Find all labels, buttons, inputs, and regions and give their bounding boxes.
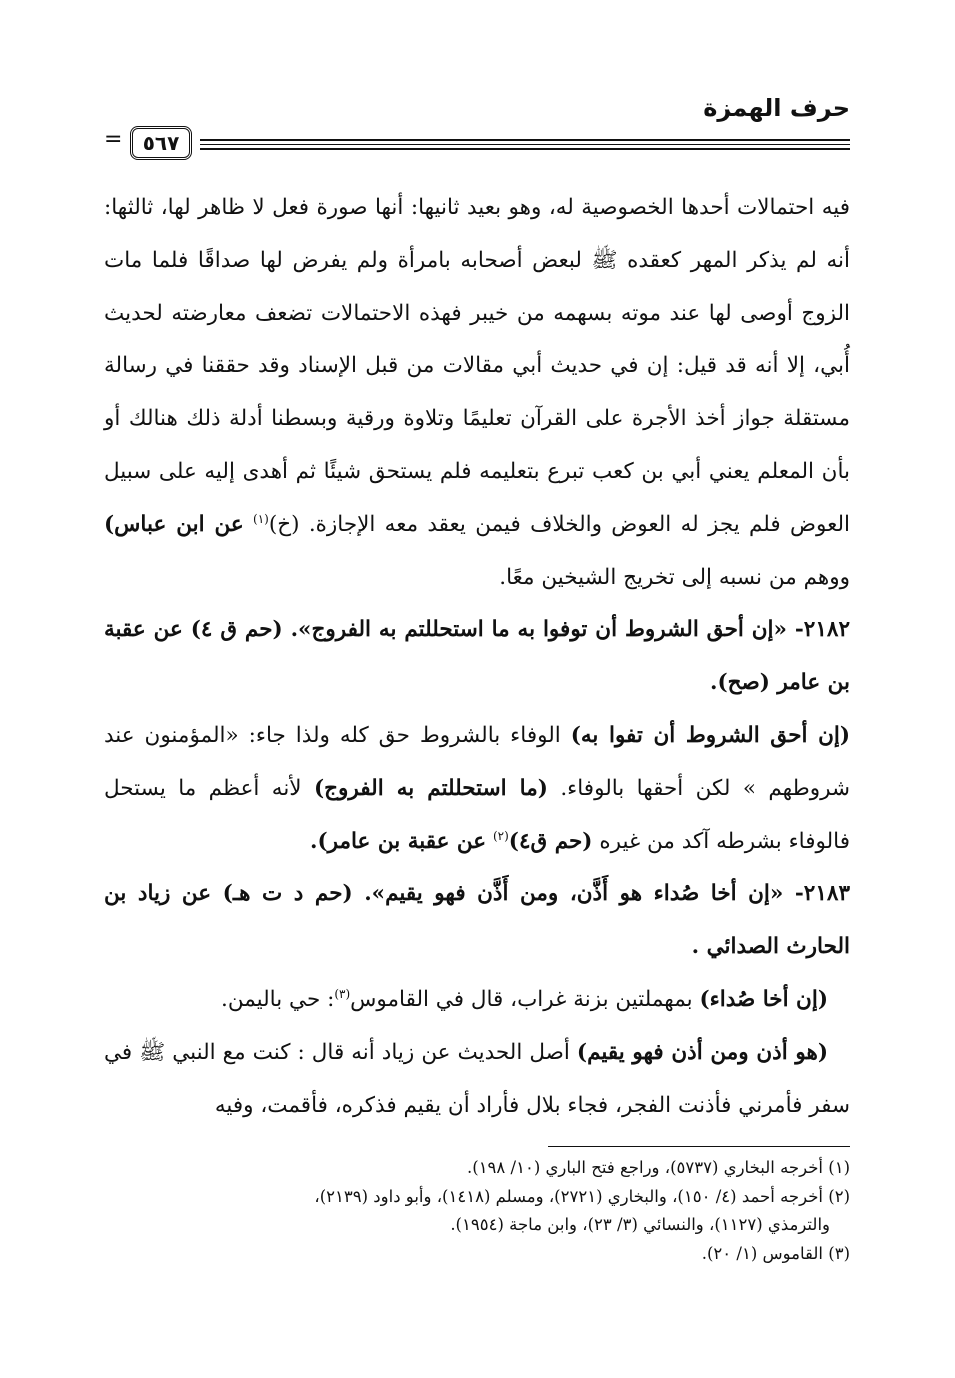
text-run: الوفاء بالشروط حق كله ولذا جاء: «المؤمنون عند شروطهم » لكن أحقها بالوفاء. <box>104 722 850 801</box>
header-line <box>200 139 850 141</box>
text-run-bold: عن ابن عباس) <box>104 511 244 537</box>
footnote-1: (١) أخرجه البخاري (٥٧٣٧)، وراجع فتح الباري (١٠/ ١٩٨). <box>467 1158 850 1177</box>
text-run: ووهم من نسبه إلى تخريج الشيخين معًا. <box>499 564 850 590</box>
text-run-bold: (إن أخا صُداء) <box>699 986 828 1012</box>
text-run: : حي باليمن. <box>221 986 335 1012</box>
text-run-bold: (إن أحق الشروط أن تفوا به) <box>570 722 850 748</box>
text-run: فيه احتمالات أحدها الخصوصية له، وهو بعيد ثانيها: أنها صورة فعل لا ظاهر لها، ثالثها: أنه لم يذكر المهر كعقده ﷺ لبعض أصحابه بامرأة ولم يفرض لها صداقًا فلما مات الزوج أوصى لها عند موته بسهمه من خيبر فهذه الاحتمالات تضعف معارضته لحديث أُبي، إلا أنه قد قيل: إن في حديث أبي مقالات من قبل الإسناد وقد حققنا في رسالة مستقلة جواز أخذ الأجرة على القرآن تعليمًا وتلاوة ورقية وبسطنا أدلة ذلك هنالك أو بأن المعلم يعني أبي بن كعب تبرع بتعليمه فلم يستحق شيئًا ثم أهدى إليه على سبيل العوض فلم يجز له العوض والخلاف فيمن يعقد معه الإجازة. (خ) <box>104 195 850 537</box>
text-run: لأنه أعظم ما يستحل فالوفاء بشرطه آكد من غيره <box>104 775 850 854</box>
main-text <box>104 182 850 1132</box>
page-number: ٥٦٧ <box>130 126 192 160</box>
footnote-separator <box>548 1146 850 1147</box>
header-rule <box>104 125 850 171</box>
text-run: بمهملتين بزنة غراب، قال في القاموس <box>350 986 693 1012</box>
commentary-paragraph <box>104 182 850 604</box>
running-title: حرف الهمزة <box>703 94 850 122</box>
header-line <box>200 144 850 145</box>
commentary-2183-b <box>104 1027 850 1133</box>
footnotes <box>104 1154 850 1268</box>
text-run: أصل الحديث عن زياد أنه قال : كنت مع النبي ﷺ في سفر فأمرني فأذنت الفجر، فجاء بلال فأراد أن يقيم فذكره، فأقمت، وفيه <box>104 1039 850 1118</box>
hadith-2183: ٢١٨٣- «إن أخا صُداء هو أَذَّن، ومن أَذَّن فهو يقيم». (حم د ت هـ) عن زياد بن الحارث الصدائي . <box>104 881 850 960</box>
footnote-ref: (٣) <box>334 986 351 1001</box>
text-run-bold: (ما استحللتم به الفروج) <box>313 775 548 801</box>
footnote-2-continued: والترمذي (١١٢٧)، والنسائي (٣/ ٢٣)، وابن ماجة (١٩٥٤). <box>450 1215 830 1234</box>
footnote-ref: (٢) <box>492 828 509 843</box>
text-run-bold: (هو أذن ومن أذن فهو يقيم) <box>576 1039 828 1065</box>
commentary-2183-a <box>104 974 850 1027</box>
footnote-ref: (١) <box>253 511 269 526</box>
commentary-2182 <box>104 710 850 868</box>
footnote-2: (٢) أخرجه أحمد (٤/ ١٥٠)، والبخاري (٢٧٢١)، ومسلم (١٤١٨)، وأبو داود (٢١٣٩)، <box>314 1186 850 1206</box>
text-run-bold: (حم ق٤) <box>508 828 593 854</box>
double-line-ornament: = <box>104 127 123 152</box>
footnote-3: (٣) القاموس (١/ ٢٠). <box>701 1243 850 1263</box>
header-line <box>200 148 850 150</box>
hadith-2182: ٢١٨٢- «إن أحق الشروط أن توفوا به ما استحللتم به الفروج». (حم ق ٤) عن عقبة بن عامر (صح). <box>104 617 850 696</box>
text-run-bold: عن عقبة بن عامر). <box>309 828 487 854</box>
